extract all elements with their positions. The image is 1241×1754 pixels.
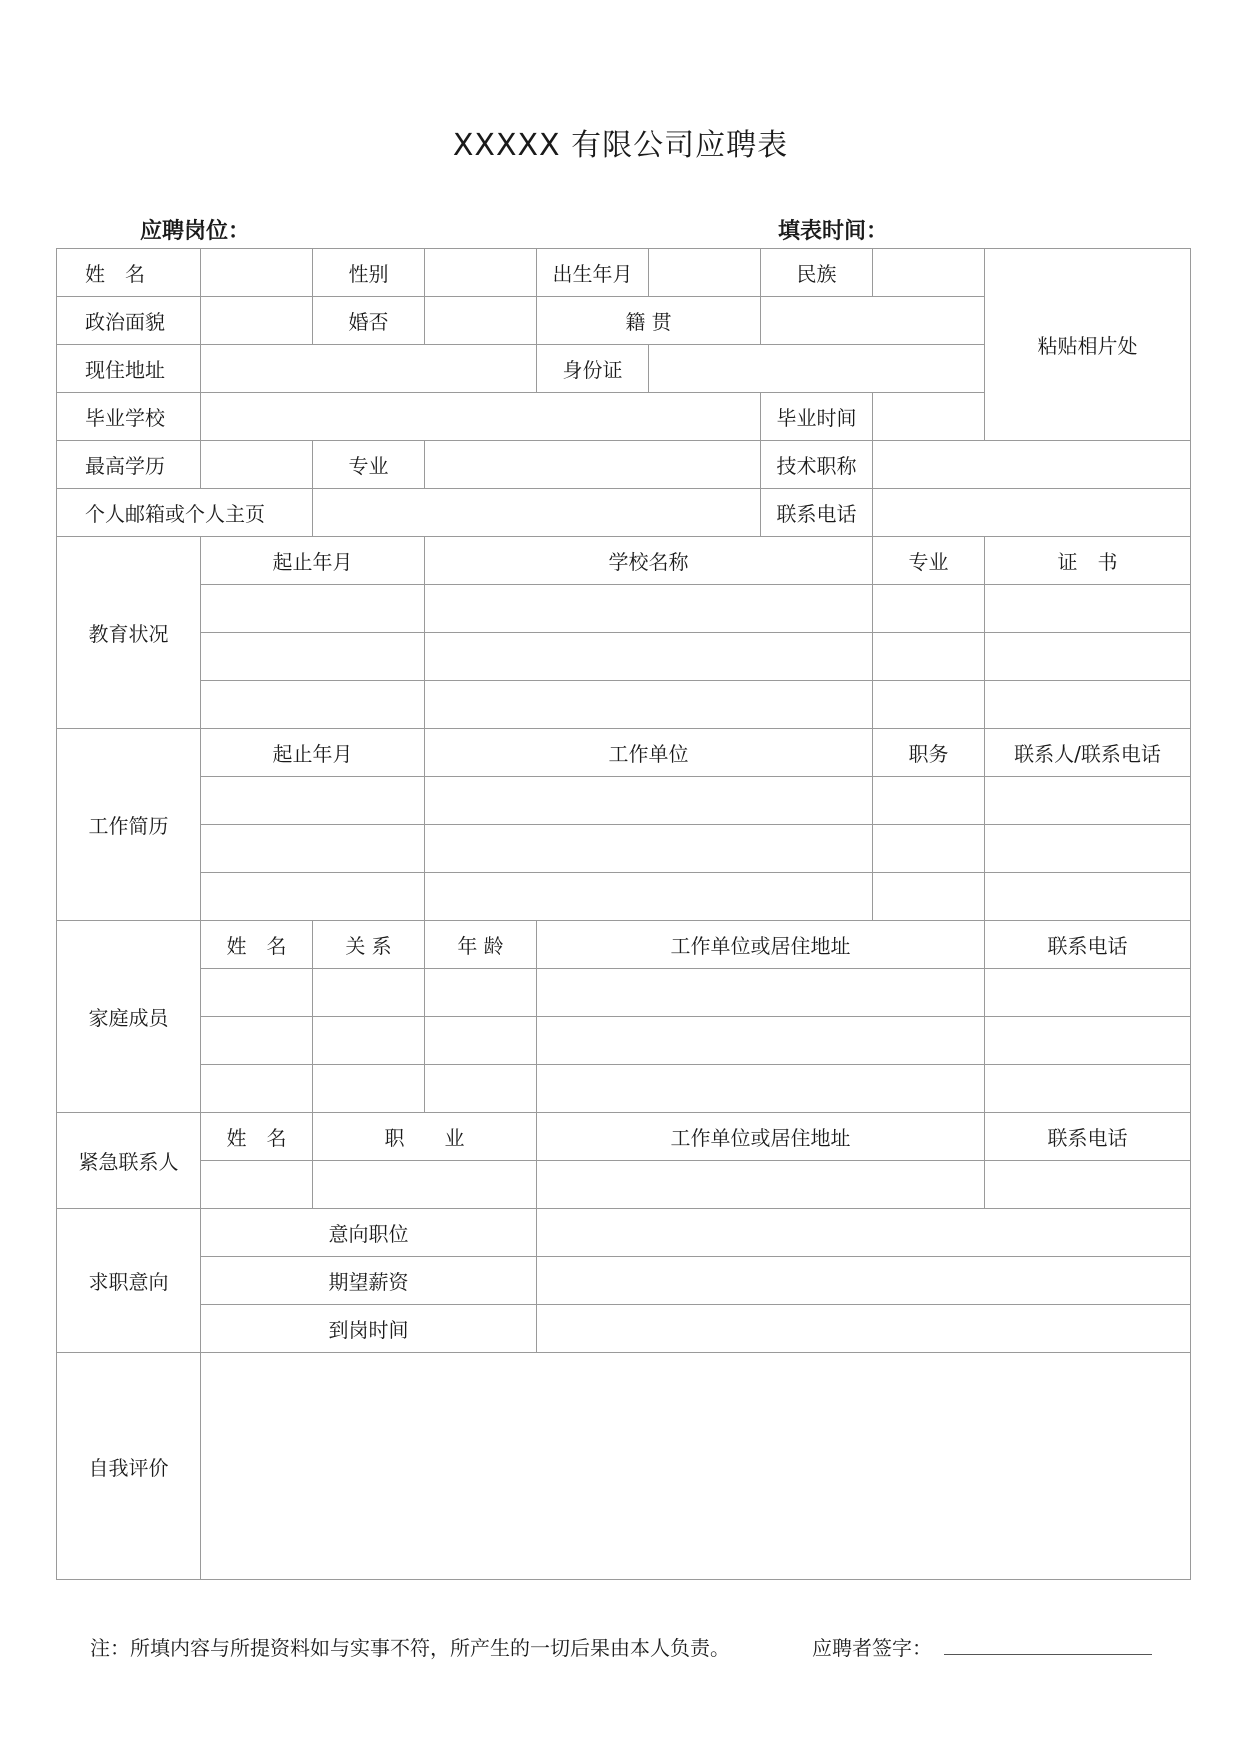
work-header-row bbox=[57, 729, 1191, 777]
edu-major-field[interactable] bbox=[873, 633, 985, 681]
intention-row bbox=[57, 1257, 1191, 1305]
emergency-phone-field[interactable] bbox=[985, 1161, 1191, 1209]
school-label: 毕业学校 bbox=[57, 393, 201, 441]
emergency-row bbox=[57, 1161, 1191, 1209]
work-employer-field[interactable] bbox=[425, 825, 873, 873]
edu-cert-field[interactable] bbox=[985, 633, 1191, 681]
edu-major-field[interactable] bbox=[873, 585, 985, 633]
edu-school-field[interactable] bbox=[425, 633, 873, 681]
work-row bbox=[57, 825, 1191, 873]
signature-label: 应聘者签字： bbox=[812, 1636, 932, 1660]
self-eval-field[interactable] bbox=[201, 1353, 1191, 1580]
date-label: 填表时间： bbox=[778, 219, 889, 244]
emergency-section-label: 紧急联系人 bbox=[57, 1113, 201, 1209]
family-age-field[interactable] bbox=[425, 1065, 537, 1113]
family-address-field[interactable] bbox=[537, 1017, 985, 1065]
education-row bbox=[57, 681, 1191, 729]
intention-row bbox=[57, 1209, 1191, 1257]
edu-major-field[interactable] bbox=[873, 681, 985, 729]
work-col-employer: 工作单位 bbox=[425, 729, 873, 777]
family-name-field[interactable] bbox=[201, 969, 313, 1017]
family-name-field[interactable] bbox=[201, 1065, 313, 1113]
phone-field[interactable] bbox=[873, 489, 1191, 537]
address-label: 现住地址 bbox=[57, 345, 201, 393]
work-col-contact: 联系人/联系电话 bbox=[985, 729, 1191, 777]
edu-period-field[interactable] bbox=[201, 585, 425, 633]
work-period-field[interactable] bbox=[201, 825, 425, 873]
family-age-field[interactable] bbox=[425, 1017, 537, 1065]
education-header-row bbox=[57, 537, 1191, 585]
footer-note: 注：所填内容与所提资料如与实事不符，所产生的一切后果由本人负责。 bbox=[90, 1636, 730, 1660]
education-label: 最高学历 bbox=[57, 441, 201, 489]
title-cert-label: 技术职称 bbox=[761, 441, 873, 489]
family-col-age: 年 龄 bbox=[425, 921, 537, 969]
self-eval-row bbox=[57, 1353, 1191, 1580]
ethnicity-field[interactable] bbox=[873, 249, 985, 297]
intention-row bbox=[57, 1305, 1191, 1353]
gender-label: 性别 bbox=[313, 249, 425, 297]
grad-time-field[interactable] bbox=[873, 393, 985, 441]
edu-col-school: 学校名称 bbox=[425, 537, 873, 585]
intention-start-field[interactable] bbox=[537, 1305, 1191, 1353]
email-label: 个人邮箱或个人主页 bbox=[57, 489, 313, 537]
major-label: 专业 bbox=[313, 441, 425, 489]
phone-label: 联系电话 bbox=[761, 489, 873, 537]
edu-school-field[interactable] bbox=[425, 585, 873, 633]
work-section-label: 工作简历 bbox=[57, 729, 201, 921]
work-row bbox=[57, 777, 1191, 825]
family-col-relation: 关 系 bbox=[313, 921, 425, 969]
name-label: 姓 名 bbox=[57, 249, 201, 297]
family-address-field[interactable] bbox=[537, 969, 985, 1017]
grad-time-label: 毕业时间 bbox=[761, 393, 873, 441]
family-relation-field[interactable] bbox=[313, 1017, 425, 1065]
edu-period-field[interactable] bbox=[201, 681, 425, 729]
emergency-header-row bbox=[57, 1113, 1191, 1161]
work-position-field[interactable] bbox=[873, 777, 985, 825]
family-section-label: 家庭成员 bbox=[57, 921, 201, 1113]
edu-school-field[interactable] bbox=[425, 681, 873, 729]
id-card-field[interactable] bbox=[649, 345, 985, 393]
family-address-field[interactable] bbox=[537, 1065, 985, 1113]
work-col-position: 职务 bbox=[873, 729, 985, 777]
family-relation-field[interactable] bbox=[313, 1065, 425, 1113]
signature-line[interactable] bbox=[944, 1654, 1152, 1655]
gender-field[interactable] bbox=[425, 249, 537, 297]
family-row bbox=[57, 1017, 1191, 1065]
work-employer-field[interactable] bbox=[425, 777, 873, 825]
work-contact-field[interactable] bbox=[985, 873, 1191, 921]
family-col-phone: 联系电话 bbox=[985, 921, 1191, 969]
family-relation-field[interactable] bbox=[313, 969, 425, 1017]
intention-start-label: 到岗时间 bbox=[201, 1305, 537, 1353]
work-row bbox=[57, 873, 1191, 921]
native-label: 籍 贯 bbox=[537, 297, 761, 345]
education-field[interactable] bbox=[201, 441, 313, 489]
intention-section-label: 求职意向 bbox=[57, 1209, 201, 1353]
edu-cert-field[interactable] bbox=[985, 585, 1191, 633]
major-field[interactable] bbox=[425, 441, 761, 489]
work-col-period: 起止年月 bbox=[201, 729, 425, 777]
marital-label: 婚否 bbox=[313, 297, 425, 345]
intention-position-label: 意向职位 bbox=[201, 1209, 537, 1257]
photo-area[interactable]: 粘贴相片处 bbox=[985, 249, 1191, 441]
edu-cert-field[interactable] bbox=[985, 681, 1191, 729]
political-label: 政治面貌 bbox=[57, 297, 201, 345]
marital-field[interactable] bbox=[425, 297, 537, 345]
title-cert-field[interactable] bbox=[873, 441, 1191, 489]
emergency-name-field[interactable] bbox=[201, 1161, 313, 1209]
education-row bbox=[57, 633, 1191, 681]
family-phone-field[interactable] bbox=[985, 1017, 1191, 1065]
intention-salary-label: 期望薪资 bbox=[201, 1257, 537, 1305]
work-contact-field[interactable] bbox=[985, 777, 1191, 825]
family-header-row bbox=[57, 921, 1191, 969]
family-col-name: 姓 名 bbox=[201, 921, 313, 969]
email-field[interactable] bbox=[313, 489, 761, 537]
edu-col-period: 起止年月 bbox=[201, 537, 425, 585]
emergency-col-occupation: 职 业 bbox=[313, 1113, 537, 1161]
emergency-occupation-field[interactable] bbox=[313, 1161, 537, 1209]
ethnicity-label: 民族 bbox=[761, 249, 873, 297]
work-contact-field[interactable] bbox=[985, 825, 1191, 873]
emergency-col-address: 工作单位或居住地址 bbox=[537, 1113, 985, 1161]
basic-row-6 bbox=[57, 489, 1191, 537]
post-label: 应聘岗位： bbox=[140, 219, 251, 244]
work-period-field[interactable] bbox=[201, 777, 425, 825]
work-position-field[interactable] bbox=[873, 825, 985, 873]
education-row bbox=[57, 585, 1191, 633]
basic-row-1 bbox=[57, 249, 1191, 297]
emergency-col-phone: 联系电话 bbox=[985, 1113, 1191, 1161]
work-position-field[interactable] bbox=[873, 873, 985, 921]
edu-col-major: 专业 bbox=[873, 537, 985, 585]
birth-label: 出生年月 bbox=[537, 249, 649, 297]
basic-row-5 bbox=[57, 441, 1191, 489]
application-form-table bbox=[56, 248, 1191, 1580]
education-section-label: 教育状况 bbox=[57, 537, 201, 729]
family-phone-field[interactable] bbox=[985, 1065, 1191, 1113]
school-field[interactable] bbox=[201, 393, 761, 441]
address-field[interactable] bbox=[201, 345, 537, 393]
self-eval-label: 自我评价 bbox=[57, 1353, 201, 1580]
family-phone-field[interactable] bbox=[985, 969, 1191, 1017]
emergency-col-name: 姓 名 bbox=[201, 1113, 313, 1161]
intention-position-field[interactable] bbox=[537, 1209, 1191, 1257]
family-age-field[interactable] bbox=[425, 969, 537, 1017]
birth-field[interactable] bbox=[649, 249, 761, 297]
native-field[interactable] bbox=[761, 297, 985, 345]
work-period-field[interactable] bbox=[201, 873, 425, 921]
family-row bbox=[57, 969, 1191, 1017]
id-card-label: 身份证 bbox=[537, 345, 649, 393]
emergency-address-field[interactable] bbox=[537, 1161, 985, 1209]
political-field[interactable] bbox=[201, 297, 313, 345]
family-col-address: 工作单位或居住地址 bbox=[537, 921, 985, 969]
page-title: XXXXX 有限公司应聘表 bbox=[452, 128, 789, 163]
name-field[interactable] bbox=[201, 249, 313, 297]
edu-col-cert: 证 书 bbox=[985, 537, 1191, 585]
family-row bbox=[57, 1065, 1191, 1113]
family-name-field[interactable] bbox=[201, 1017, 313, 1065]
edu-period-field[interactable] bbox=[201, 633, 425, 681]
intention-salary-field[interactable] bbox=[537, 1257, 1191, 1305]
work-employer-field[interactable] bbox=[425, 873, 873, 921]
